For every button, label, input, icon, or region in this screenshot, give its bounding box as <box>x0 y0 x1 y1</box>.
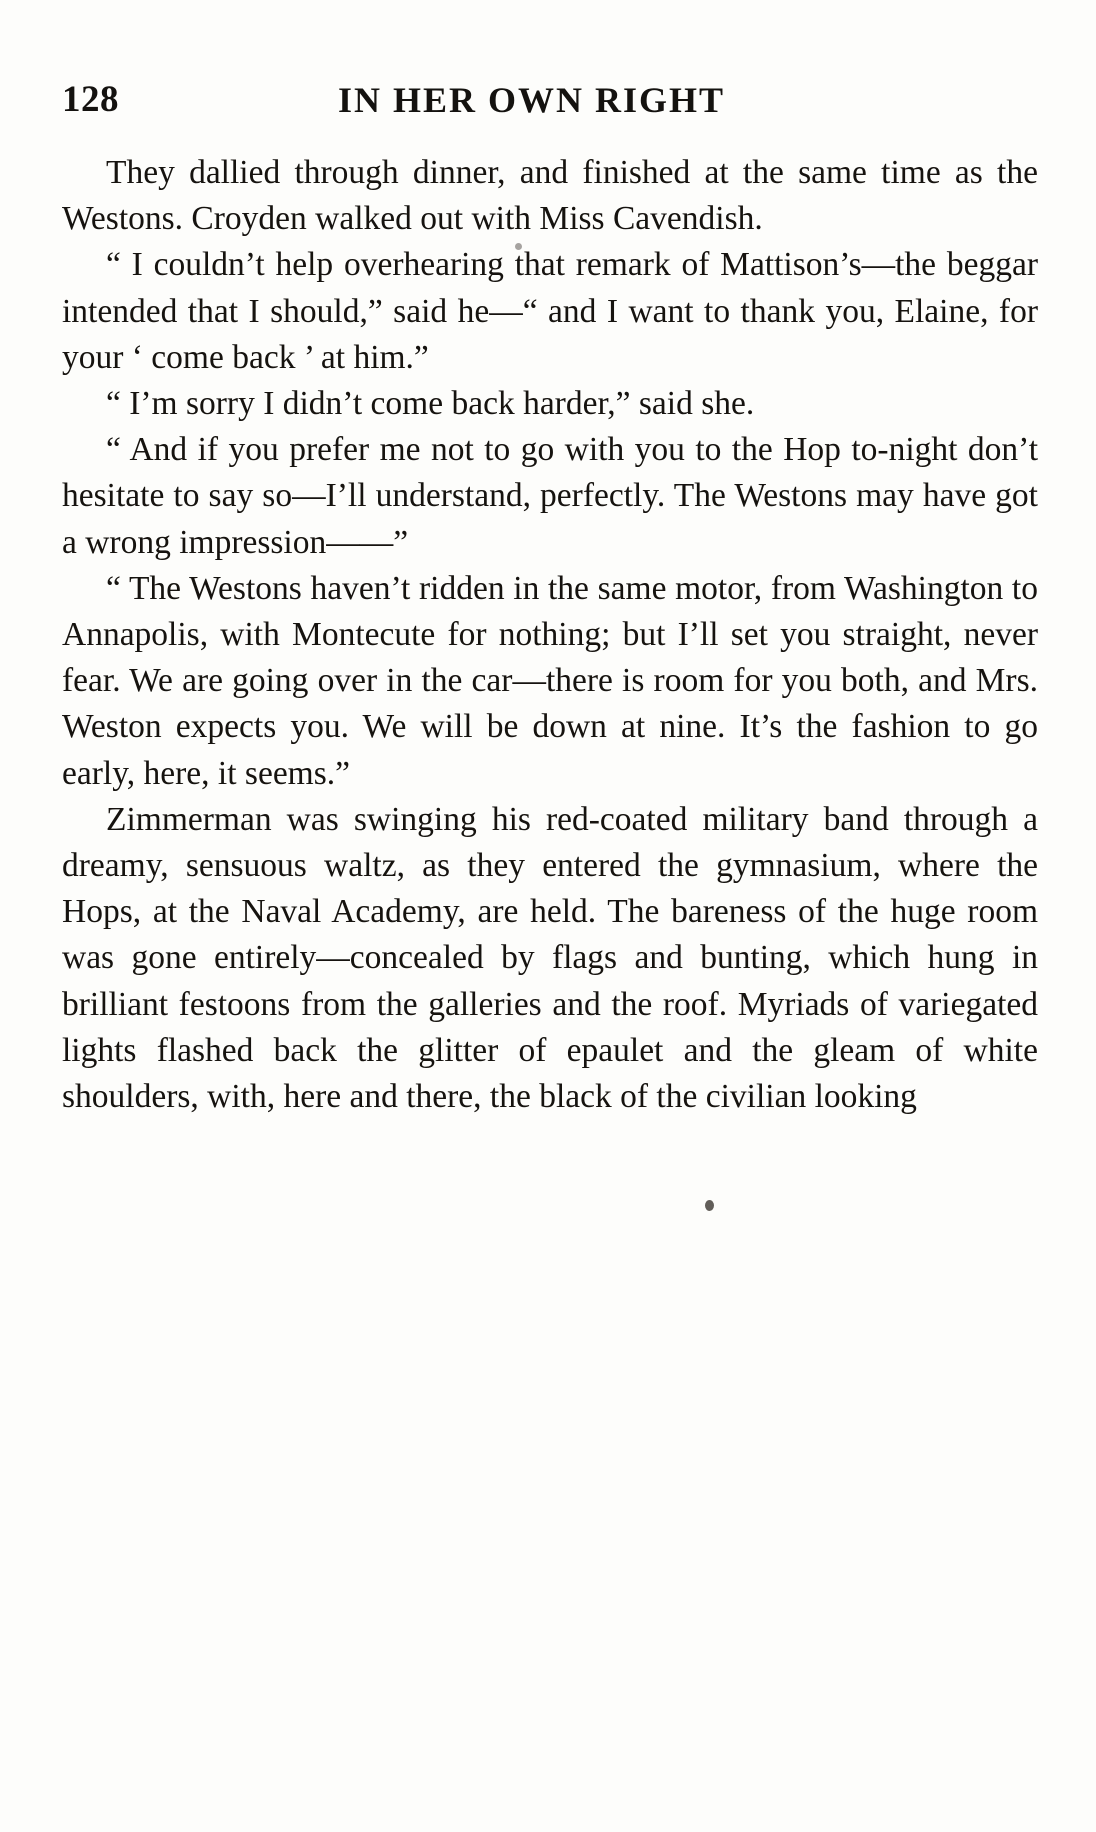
paragraph: Zimmerman was swinging his red-coated military band through a dreamy, sensuous waltz, as they entered the gymnasium, where the Hops, at the Naval Academy, are held. The bareness of the huge room was gone entirely—concealed by flags and bunting, which hung in brilliant festoons from the galleries and the roof. Myriads of variegated lights flashed back the glitter of epaulet and the gleam of white shoulders, with, here and there, the black of the civilian looking <box>62 800 1038 1116</box>
paragraph: “ I couldn’t help overhearing that remark of Mattison’s—the beggar intended that I should,” said he—“ and I want to thank you, Elaine, for your ‘ come back ’ at him.” <box>62 246 1038 376</box>
page-header <box>62 30 1034 120</box>
paragraph: “ I’m sorry I didn’t come back harder,” said she. <box>106 385 755 423</box>
page-number: 128 <box>62 79 119 120</box>
paragraph: They dallied through dinner, and finished at the same time as the Westons. Croyden walked out with Miss Cavendish. <box>62 154 1038 238</box>
scan-speck-icon <box>705 1200 714 1211</box>
running-head-title: IN HER OWN RIGHT <box>337 80 726 120</box>
paragraph: “ And if you prefer me not to go with you to the Hop to-night don’t hesitate to say so—I’ll understand, perfectly. The Westons may have got a wrong impression——” <box>62 431 1038 561</box>
paragraph: “ The Westons haven’t ridden in the same motor, from Washington to Annapolis, with Montecute for nothing; but I’ll set you straight, never fear. We are going over in the car—there is room for you both, and Mrs. Weston expects you. We will be down at nine. It’s the fashion to go early, here, it seems.” <box>62 569 1038 792</box>
scan-speck-icon <box>515 243 522 250</box>
page-body <box>62 150 1038 1120</box>
